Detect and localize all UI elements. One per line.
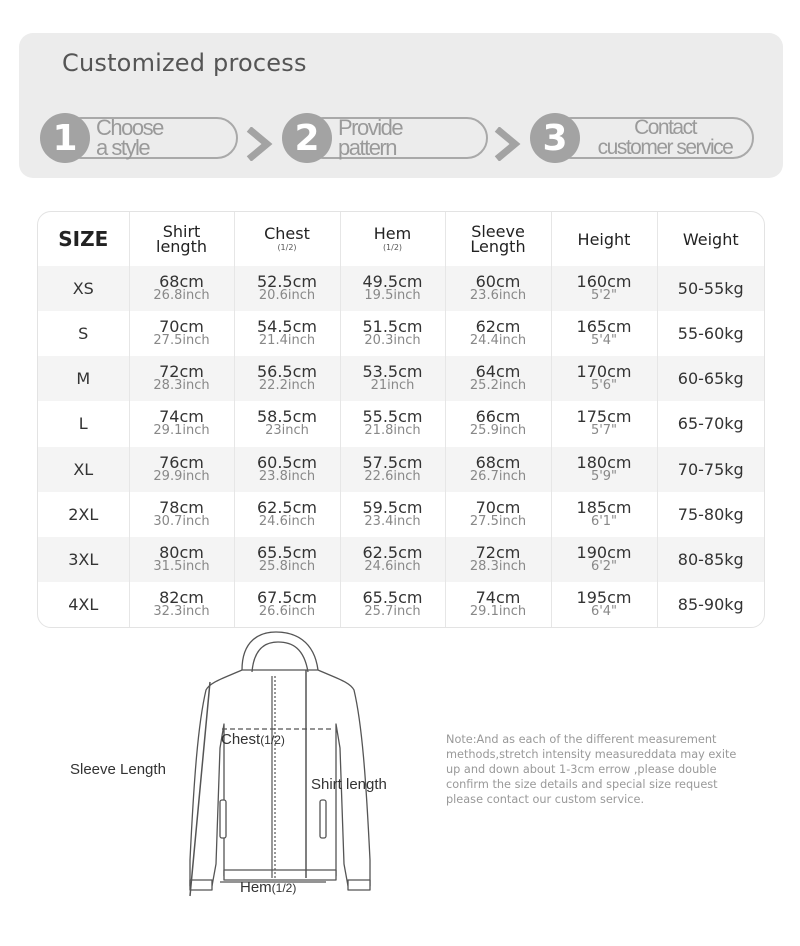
cell-height-imperial: 6'4" [590,603,618,619]
cell-sleeve-length-imperial: 29.1inch [469,603,527,619]
cell-hem-cm: 49.5cm [362,272,423,292]
header-shirt-length [129,212,234,266]
cell-chest-imperial: 21.4inch [258,333,316,349]
cell-height-cm: 165cm [576,317,632,337]
cell-sleeve-length-imperial: 27.5inch [469,513,527,529]
cell-hem-imperial: 23.4inch [364,513,421,529]
chest-label [221,731,285,748]
cell-chest [234,311,340,356]
cell-height-cm: 170cm [576,362,632,382]
cell-shirt-length-imperial: 32.3inch [153,603,210,619]
cell-size: 3XL [38,537,129,582]
cell-shirt-length-imperial: 30.7inch [153,513,210,529]
cell-chest [234,537,340,582]
cell-size: S [38,311,129,356]
table-row [38,356,764,401]
cell-size: 2XL [38,492,129,537]
cell-hem [340,582,445,627]
cell-shirt-length-cm: 72cm [159,362,204,382]
cell-hem [340,447,445,492]
cell-weight: 75-80kg [677,504,744,524]
cell-height-imperial: 6'1" [590,513,618,529]
cell-hem [340,401,445,446]
cell-weight: 50-55kg [677,279,744,299]
cell-weight: 55-60kg [677,324,744,344]
cell-hem-cm: 59.5cm [362,497,423,517]
cell-weight: 65-70kg [677,414,744,434]
cell-chest-imperial: 23inch [265,423,309,439]
cell-height-imperial: 5'9" [590,468,618,484]
cell-hem [340,266,445,311]
cell-hem-imperial: 22.6inch [364,468,421,484]
cell-chest [234,356,340,401]
cell-height-imperial: 5'4" [590,333,618,349]
header-hem [340,212,445,266]
header-chest-label: Chest [264,224,310,243]
hem-label [240,879,296,896]
cell-hem-cm: 57.5cm [362,452,423,472]
cell-chest [234,492,340,537]
cell-height [551,447,657,492]
cell-sleeve-length-cm: 62cm [475,317,521,337]
cell-chest-imperial: 26.6inch [258,603,316,619]
cell-weight: 80-85kg [677,549,744,569]
cell-height-cm: 190cm [576,542,632,562]
cell-weight: 70-75kg [677,459,744,479]
header-chest [234,212,340,266]
cell-hem [340,537,445,582]
cell-shirt-length-cm: 74cm [159,407,204,427]
cell-sleeve-length-cm: 74cm [475,587,521,607]
header-chest-sub: (1/2) [277,243,297,252]
chest-label-text: Chest [221,731,261,748]
step-label-3 [586,113,744,163]
cell-height-imperial: 5'7" [590,423,618,439]
cell-size: XL [38,447,129,492]
cell-shirt-length-cm: 82cm [159,587,204,607]
cell-height [551,492,657,537]
cell-height-imperial: 6'2" [590,558,618,574]
cell-sleeve-length [445,447,551,492]
header-size: SIZE [38,212,129,266]
cell-height-imperial: 5'6" [590,378,618,394]
cell-height [551,582,657,627]
cell-shirt-length [129,492,234,537]
table-row [38,492,764,537]
table-row [38,266,764,311]
cell-sleeve-length-imperial: 26.7inch [469,468,527,484]
cell-chest-cm: 60.5cm [256,452,317,472]
cell-chest-cm: 67.5cm [256,587,317,607]
cell-chest [234,582,340,627]
header-height: Height [551,212,657,266]
cell-chest-cm: 65.5cm [256,542,317,562]
cell-height [551,266,657,311]
cell-sleeve-length-imperial: 28.3inch [469,558,527,574]
cell-shirt-length [129,266,234,311]
cell-chest-cm: 52.5cm [256,272,317,292]
hem-label-sub: (1/2) [271,881,297,895]
cell-hem-cm: 65.5cm [362,587,423,607]
cell-chest-imperial: 22.2inch [258,378,316,394]
cell-shirt-length-cm: 78cm [159,497,204,517]
step-number-1: 1 [40,113,90,163]
step-label-1: Choose a style [96,115,163,160]
cell-chest-imperial: 24.6inch [258,513,316,529]
cell-chest-cm: 62.5cm [256,497,317,517]
cell-sleeve-length [445,492,551,537]
process-panel [19,33,783,178]
cell-sleeve-length-cm: 64cm [475,362,521,382]
cell-hem-cm: 53.5cm [362,362,423,382]
cell-shirt-length [129,537,234,582]
cell-sleeve-length-cm: 60cm [475,272,521,292]
cell-height-cm: 185cm [576,497,632,517]
hem-label-text: Hem [240,879,272,896]
header-sleeve-length-label: Sleeve Length [470,222,526,256]
jacket-diagram [180,628,380,918]
step-number-3: 3 [530,113,580,163]
cell-sleeve-length [445,311,551,356]
cell-shirt-length-imperial: 26.8inch [153,288,210,304]
cell-sleeve-length-cm: 70cm [475,497,521,517]
cell-hem-imperial: 21inch [370,378,415,394]
table-row [38,582,764,627]
cell-chest [234,447,340,492]
cell-chest-cm: 58.5cm [256,407,317,427]
cell-sleeve-length-cm: 72cm [475,542,521,562]
cell-sleeve-length [445,356,551,401]
cell-height-cm: 175cm [576,407,632,427]
cell-sleeve-length-cm: 68cm [475,452,521,472]
cell-hem [340,492,445,537]
cell-hem-cm: 51.5cm [362,317,423,337]
cell-height-cm: 180cm [576,452,632,472]
cell-size: 4XL [38,582,129,627]
cell-weight: 85-90kg [677,594,744,614]
process-title: Customized process [62,49,307,77]
cell-weight: 60-65kg [677,369,744,389]
cell-shirt-length-imperial: 28.3inch [153,378,210,394]
cell-height-cm: 195cm [576,587,632,607]
cell-chest-imperial: 23.8inch [258,468,316,484]
step-number-2: 2 [282,113,332,163]
cell-hem [340,311,445,356]
table-row [38,447,764,492]
cell-sleeve-length-imperial: 25.9inch [469,423,527,439]
step-label-2: Provide pattern [338,115,403,160]
cell-sleeve-length [445,266,551,311]
step-label-3-line2: customer service [597,136,733,159]
cell-sleeve-length [445,582,551,627]
cell-shirt-length-cm: 76cm [159,452,204,472]
table-row [38,311,764,356]
cell-height [551,401,657,446]
size-chart-table [37,211,765,628]
cell-shirt-length-imperial: 27.5inch [153,333,210,349]
cell-chest [234,266,340,311]
table-header-row [38,212,764,266]
measurement-note: Note:And as each of the different measurement methods,stretch intensity measureddata may exite up and down about 1-3cm errow ,please double confirm the size details and special size request please contact our custom service. [446,733,737,806]
cell-shirt-length [129,582,234,627]
cell-shirt-length-cm: 80cm [159,542,204,562]
cell-shirt-length [129,447,234,492]
cell-sleeve-length-cm: 66cm [475,407,521,427]
cell-chest [234,401,340,446]
header-shirt-length-label: Shirt length [156,222,207,256]
cell-shirt-length [129,356,234,401]
cell-shirt-length-imperial: 29.1inch [153,423,210,439]
table-row [38,401,764,446]
cell-size: M [38,356,129,401]
cell-hem-imperial: 25.7inch [364,603,421,619]
header-hem-sub: (1/2) [382,243,403,252]
step-label-3-line1: Contact [634,116,696,139]
header-weight: Weight [682,229,739,249]
header-sleeve-length [445,212,551,266]
cell-sleeve-length-imperial: 24.4inch [469,333,527,349]
cell-shirt-length [129,401,234,446]
cell-shirt-length-cm: 68cm [159,272,204,292]
cell-height-cm: 160cm [576,272,632,292]
sleeve-length-label: Sleeve Length [70,761,166,778]
cell-hem [340,356,445,401]
cell-chest-cm: 56.5cm [256,362,317,382]
cell-chest-imperial: 25.8inch [258,558,316,574]
cell-size: XS [38,266,129,311]
cell-hem-cm: 62.5cm [362,542,423,562]
cell-hem-imperial: 24.6inch [364,558,421,574]
cell-shirt-length-cm: 70cm [159,317,204,337]
cell-height [551,537,657,582]
chest-label-sub: (1/2) [260,733,285,747]
cell-hem-imperial: 19.5inch [364,288,421,304]
cell-chest-imperial: 20.6inch [258,288,316,304]
cell-shirt-length [129,311,234,356]
cell-hem-imperial: 21.8inch [364,423,421,439]
cell-shirt-length-imperial: 29.9inch [153,468,210,484]
cell-hem-imperial: 20.3inch [364,333,421,349]
cell-height [551,311,657,356]
cell-sleeve-length [445,401,551,446]
shirt-length-label: Shirt length [311,776,387,793]
table-row [38,537,764,582]
cell-sleeve-length-imperial: 25.2inch [469,378,527,394]
cell-height-imperial: 5'2" [590,288,618,304]
cell-hem-cm: 55.5cm [362,407,423,427]
cell-sleeve-length-imperial: 23.6inch [469,288,527,304]
cell-shirt-length-imperial: 31.5inch [153,558,210,574]
cell-size: L [38,401,129,446]
cell-chest-cm: 54.5cm [256,317,317,337]
cell-sleeve-length [445,537,551,582]
cell-height [551,356,657,401]
header-hem-label: Hem [373,224,412,243]
